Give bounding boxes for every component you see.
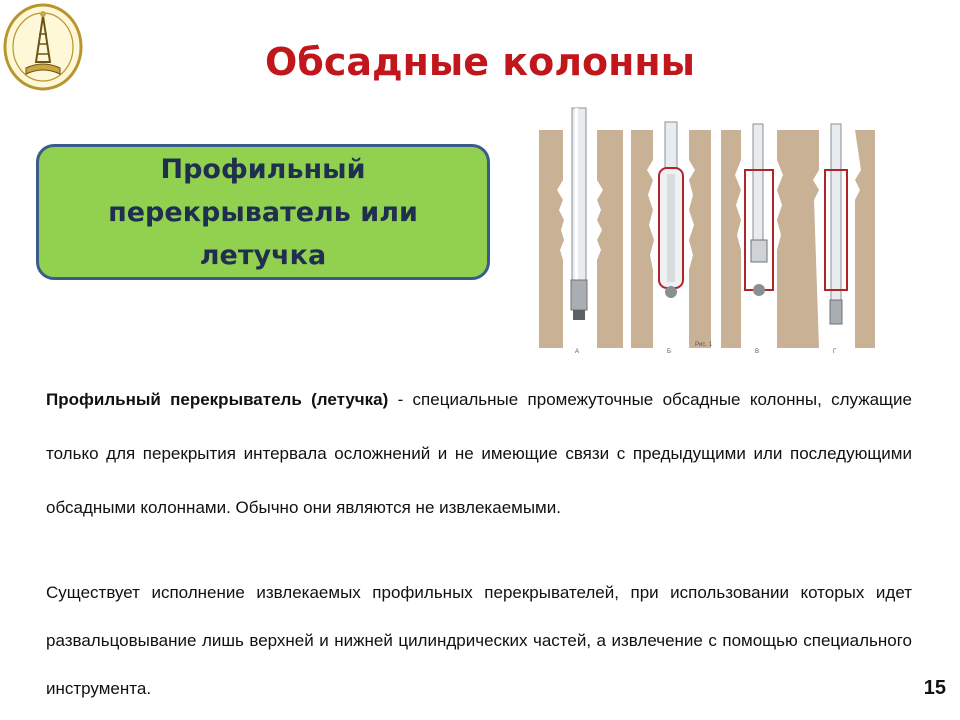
casing-figure xyxy=(535,100,880,375)
panel-c xyxy=(721,124,797,355)
definition-term: Профильный перекрыватель (летучка) xyxy=(46,390,389,409)
page-number: 15 xyxy=(923,677,946,699)
panel-a xyxy=(539,108,623,355)
figure-caption: Рис. 1 xyxy=(695,342,713,348)
panel-label-c: В xyxy=(755,349,760,355)
callout-box xyxy=(36,144,490,280)
panel-label-a: А xyxy=(575,349,580,355)
paragraph-retrievable: Существует исполнение извлекаемых профильных перекрывателей, при использовании которых идет развальцовывание лишь верхней и нижней цилиндрических частей, а извлечение с помощью специального инструмента. xyxy=(46,583,912,698)
panel-label-d: Г xyxy=(833,349,837,355)
panel-d xyxy=(797,124,875,355)
panel-label-b: Б xyxy=(667,349,671,355)
panel-b xyxy=(631,122,711,355)
callout-text: Профильный перекрыватель или летучка xyxy=(108,153,418,271)
page-title: Обсадные колонны xyxy=(264,40,696,84)
paragraph-definition xyxy=(46,373,912,535)
definition-text: - специальные промежуточные обсадные колонны, служащие только для перекрытия интервала осложнений и не имеющие связи с предыдущими или последующими обсадными колоннами. Обычно они являются не извлекаемыми. xyxy=(46,390,912,517)
